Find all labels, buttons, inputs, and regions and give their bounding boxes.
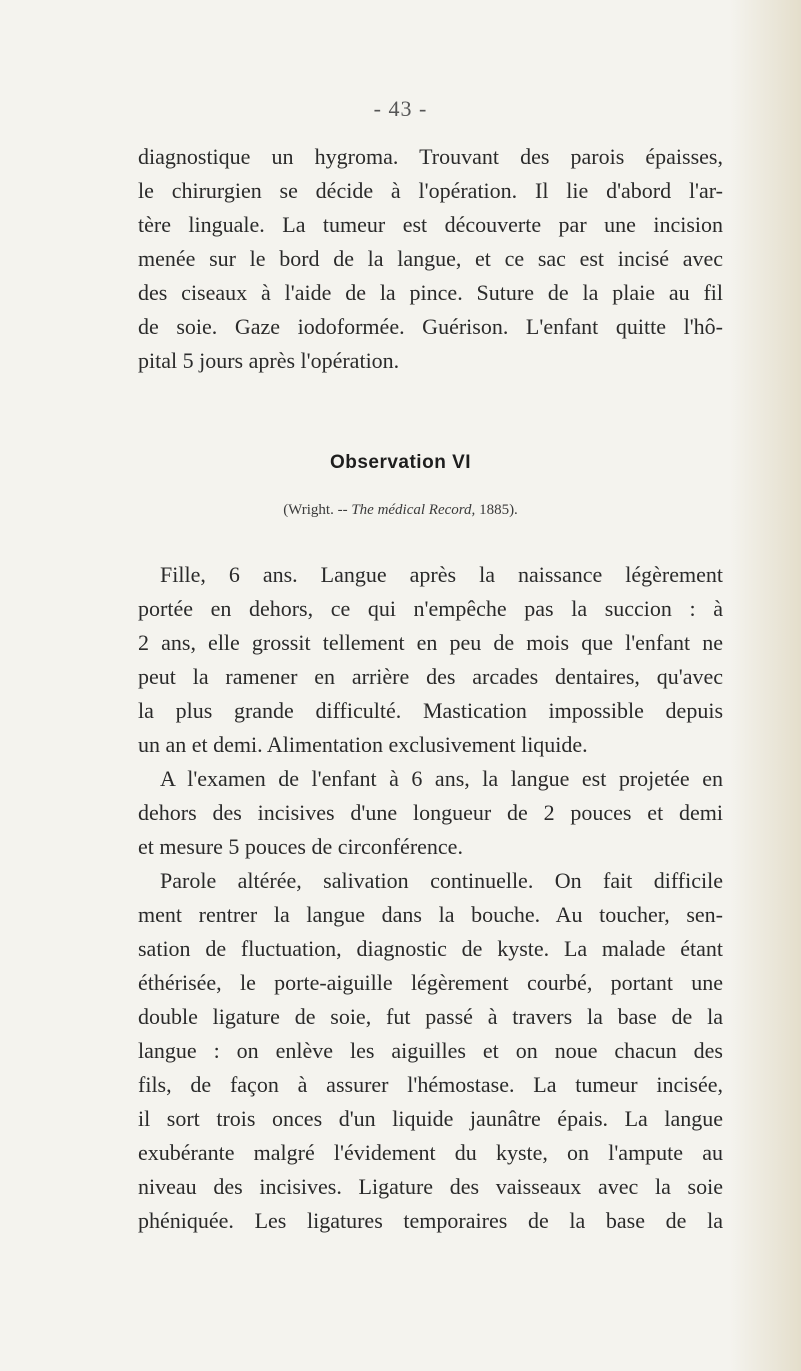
paragraph-3 xyxy=(138,762,723,864)
text-line: et mesure 5 pouces de circonférence. xyxy=(138,834,463,859)
text-line: phéniquée. Les ligatures temporaires de la base de la xyxy=(138,1208,723,1233)
text-line: 2 ans, elle grossit tellement en peu de mois que l'enfant ne xyxy=(138,630,723,655)
text-line: Fille, 6 ans. Langue après la naissance légèrement xyxy=(160,562,723,587)
paragraph-4 xyxy=(138,864,723,1238)
text-line: peut la ramener en arrière des arcades dentaires, qu'avec xyxy=(138,664,723,689)
text-line: double ligature de soie, fut passé à travers la base de la xyxy=(138,1004,723,1029)
paragraph-1 xyxy=(138,140,723,378)
text-line: il sort trois onces d'un liquide jaunâtre épais. La langue xyxy=(138,1106,723,1131)
text-line: éthérisée, le porte-aiguille légèrement courbé, portant une xyxy=(138,970,723,995)
text-line: diagnostique un hygroma. Trouvant des parois épaisses, xyxy=(138,144,723,169)
paragraph-2 xyxy=(138,558,723,762)
citation-journal: The médical Record, xyxy=(351,502,476,518)
citation-author: (Wright. -- xyxy=(283,502,352,518)
text-line: un an et demi. Alimentation exclusivement liquide. xyxy=(138,732,588,757)
text-line: menée sur le bord de la langue, et ce sac est incisé avec xyxy=(138,246,723,271)
text-line: des ciseaux à l'aide de la pince. Suture de la plaie au fil xyxy=(138,280,723,305)
page-number: - 43 - xyxy=(373,96,428,121)
text-line: langue : on enlève les aiguilles et on noue chacun des xyxy=(138,1038,723,1063)
text-line: fils, de façon à assurer l'hémostase. La tumeur incisée, xyxy=(138,1072,723,1097)
text-line: pital 5 jours après l'opération. xyxy=(138,348,400,373)
text-line: ment rentrer la langue dans la bouche. Au toucher, sen- xyxy=(138,902,723,927)
citation xyxy=(0,502,801,519)
text-line: dehors des incisives d'une longueur de 2 pouces et demi xyxy=(138,800,723,825)
text-line: de soie. Gaze iodoformée. Guérison. L'enfant quitte l'hô- xyxy=(138,314,723,339)
observation-heading: Observation VI xyxy=(329,452,472,473)
text-line: le chirurgien se décide à l'opération. Il lie d'abord l'ar- xyxy=(138,178,723,203)
citation-year: 1885). xyxy=(475,502,518,518)
text-line: Parole altérée, salivation continuelle. On fait difficile xyxy=(160,868,723,893)
text-line: niveau des incisives. Ligature des vaisseaux avec la soie xyxy=(138,1174,723,1199)
text-line: portée en dehors, ce qui n'empêche pas la succion : à xyxy=(138,596,723,621)
text-line: sation de fluctuation, diagnostic de kyste. La malade étant xyxy=(138,936,723,961)
text-line: tère linguale. La tumeur est découverte par une incision xyxy=(138,212,723,237)
text-line: la plus grande difficulté. Mastication impossible depuis xyxy=(138,698,723,723)
text-line: A l'examen de l'enfant à 6 ans, la langue est projetée en xyxy=(160,766,723,791)
text-line: exubérante malgré l'évidement du kyste, on l'ampute au xyxy=(138,1140,723,1165)
